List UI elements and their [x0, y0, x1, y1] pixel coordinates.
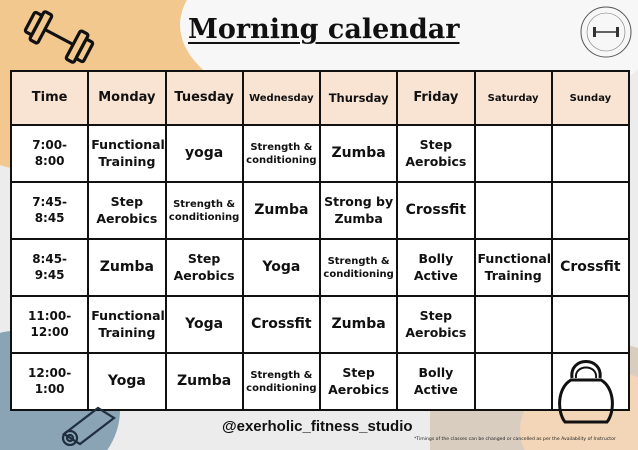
class-cell-wednesday: Strength & conditioning	[243, 125, 320, 182]
class-cell-wednesday: Crossfit	[243, 296, 320, 353]
class-cell-wednesday: Zumba	[243, 182, 320, 239]
class-cell-monday: Functional Training	[88, 296, 165, 353]
header-friday: Friday	[397, 71, 474, 125]
class-cell-thursday: Step Aerobics	[320, 353, 397, 410]
time-cell: 7:00- 8:00	[11, 125, 88, 182]
class-cell-friday: Crossfit	[397, 182, 474, 239]
header-time: Time	[11, 71, 88, 125]
class-cell-thursday: Strong by Zumba	[320, 182, 397, 239]
class-cell-sunday	[552, 125, 629, 182]
kettlebell-icon	[555, 350, 617, 428]
table-row	[11, 353, 629, 410]
class-cell-friday: Step Aerobics	[397, 296, 474, 353]
table-row	[11, 239, 629, 296]
class-cell-monday: Yoga	[88, 353, 165, 410]
class-cell-saturday	[475, 182, 552, 239]
class-cell-thursday: Zumba	[320, 296, 397, 353]
dumbbell-icon	[22, 8, 96, 66]
class-cell-saturday	[475, 353, 552, 410]
timing-note: *Timings of the classes can be changed or cancelled as per the Availability of Instructor	[414, 437, 616, 442]
time-cell: 7:45- 8:45	[11, 182, 88, 239]
class-cell-saturday: Functional Training	[475, 239, 552, 296]
header-wednesday: Wednesday	[243, 71, 320, 125]
table-row	[11, 182, 629, 239]
header-row	[11, 71, 629, 125]
class-cell-saturday	[475, 125, 552, 182]
header-tuesday: Tuesday	[166, 71, 243, 125]
table-row	[11, 296, 629, 353]
schedule-body	[11, 125, 629, 410]
header-monday: Monday	[88, 71, 165, 125]
page-title: Morning calendar	[188, 14, 460, 45]
class-cell-tuesday: Step Aerobics	[166, 239, 243, 296]
class-cell-monday: Functional Training	[88, 125, 165, 182]
class-cell-friday: Bolly Active	[397, 353, 474, 410]
class-cell-tuesday: yoga	[166, 125, 243, 182]
class-cell-sunday: Crossfit	[552, 239, 629, 296]
class-cell-sunday	[552, 296, 629, 353]
yoga-mat-icon	[58, 404, 120, 446]
time-cell: 8:45- 9:45	[11, 239, 88, 296]
class-cell-wednesday: Strength & conditioning	[243, 353, 320, 410]
schedule-table	[10, 70, 630, 411]
class-cell-thursday: Strength & conditioning	[320, 239, 397, 296]
header-saturday: Saturday	[475, 71, 552, 125]
class-cell-tuesday: Zumba	[166, 353, 243, 410]
class-cell-tuesday: Strength & conditioning	[166, 182, 243, 239]
class-cell-friday: Bolly Active	[397, 239, 474, 296]
instagram-handle: @exerholic_fitness_studio	[222, 418, 413, 435]
time-cell: 12:00- 1:00	[11, 353, 88, 410]
header-thursday: Thursday	[320, 71, 397, 125]
class-cell-wednesday: Yoga	[243, 239, 320, 296]
class-cell-thursday: Zumba	[320, 125, 397, 182]
header-sunday: Sunday	[552, 71, 629, 125]
class-cell-sunday	[552, 182, 629, 239]
table-row	[11, 125, 629, 182]
class-cell-monday: Step Aerobics	[88, 182, 165, 239]
time-cell: 11:00- 12:00	[11, 296, 88, 353]
class-cell-monday: Zumba	[88, 239, 165, 296]
class-cell-friday: Step Aerobics	[397, 125, 474, 182]
class-cell-tuesday: Yoga	[166, 296, 243, 353]
class-cell-saturday	[475, 296, 552, 353]
studio-logo	[578, 4, 634, 60]
